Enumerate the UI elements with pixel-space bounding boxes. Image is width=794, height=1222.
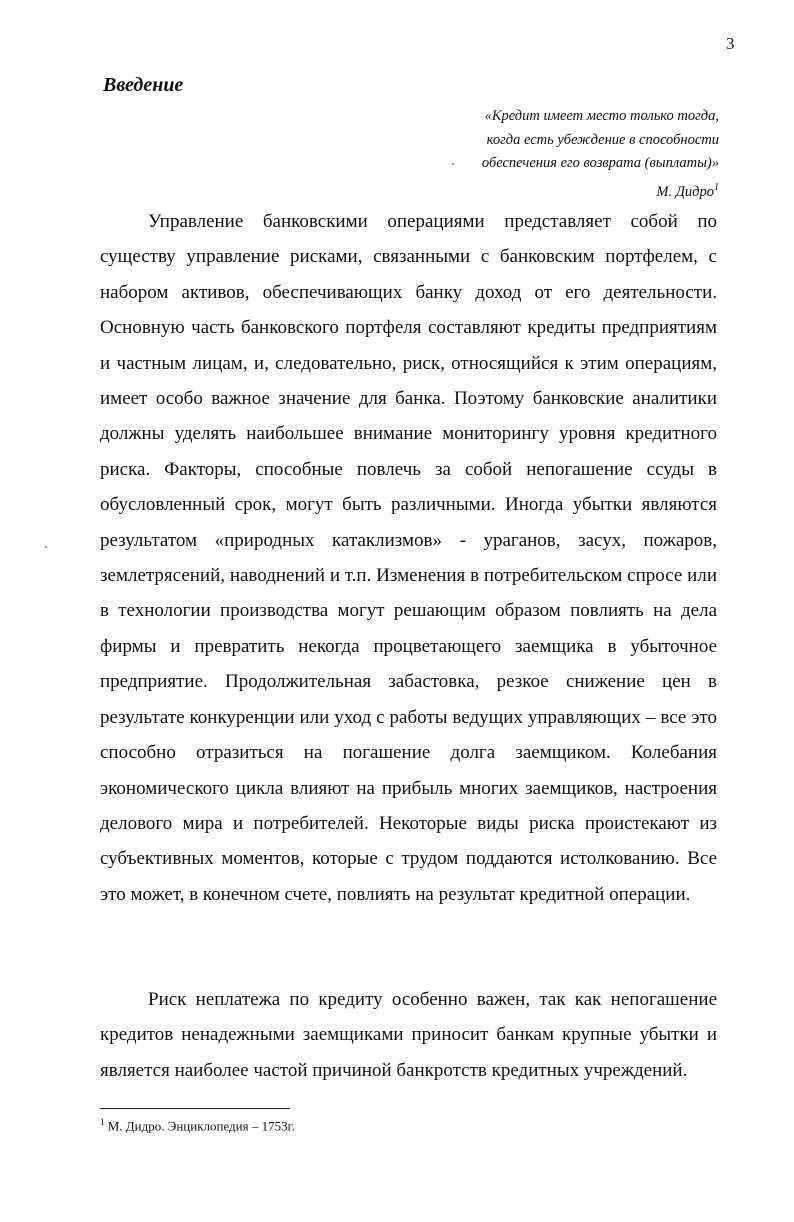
footnote-marker: 1 xyxy=(100,1117,105,1127)
epigraph-author xyxy=(482,176,719,204)
body-paragraph: Управление банковскими операциями представляет собой по существу управление рисками, связанными с банковским портфелем, с набором активов, обеспечивающих банку доход от его деятельности. Основную часть банковского портфеля составляют кредиты предприятиям и частным лицам, и, следовательно, риск, относящийся к этим операциям, имеет особо важное значение для банка. Поэтому банковские аналитики должны уделять наибольшее внимание мониторингу уровня кредитного риска. Факторы, способные повлечь за собой непогашение ссуды в обусловленный срок, могут быть различными. Иногда убытки являются результатом «природных катаклизмов» - ураганов, засух, пожаров, землетрясений, наводнений и т.п. Изменения в потребительском спросе или в технологии производства могут решающим образом повлиять на дела фирмы и превратить некогда процветающего заемщика в убыточное предприятие. Продолжительная забастовка, резкое снижение цен в результате конкуренции или уход с работы ведущих управляющих – все это способно отразиться на погашение долга заемщиком. Колебания экономического цикла влияют на прибыль многих заемщиков, настроения делового мира и потребителей. Некоторые виды риска проистекают из субъективных моментов, которые с трудом поддаются истолкованию. Все это может, в конечном счете, повлиять на результат кредитной операции. xyxy=(100,211,717,905)
epigraph-line: «Кредит имеет место только тогда, xyxy=(484,108,719,124)
body-paragraph: Риск неплатежа по кредиту особенно важен, так как непогашение кредитов ненадежными заемщиками приносит банкам крупные убытки и является наиболее частой причиной банкротств кредитных учреждений. xyxy=(100,989,717,1081)
epigraph-line: обеспечения его возврата (выплаты)» xyxy=(481,155,719,171)
epigraph xyxy=(482,105,719,204)
section-heading: Введение xyxy=(103,74,184,96)
footnote-reference: 1 xyxy=(714,181,719,193)
footnote-text: М. Дидро. Энциклопедия – 1753г. xyxy=(104,1118,295,1134)
footnote xyxy=(100,1117,295,1134)
scan-speck xyxy=(45,546,47,548)
page-number: 3 xyxy=(726,34,735,53)
epigraph-line: когда есть убеждение в способности xyxy=(486,131,719,148)
scan-speck xyxy=(452,163,454,165)
footnote-separator xyxy=(100,1108,290,1109)
epigraph-author-name: М. Дидро xyxy=(656,183,714,200)
